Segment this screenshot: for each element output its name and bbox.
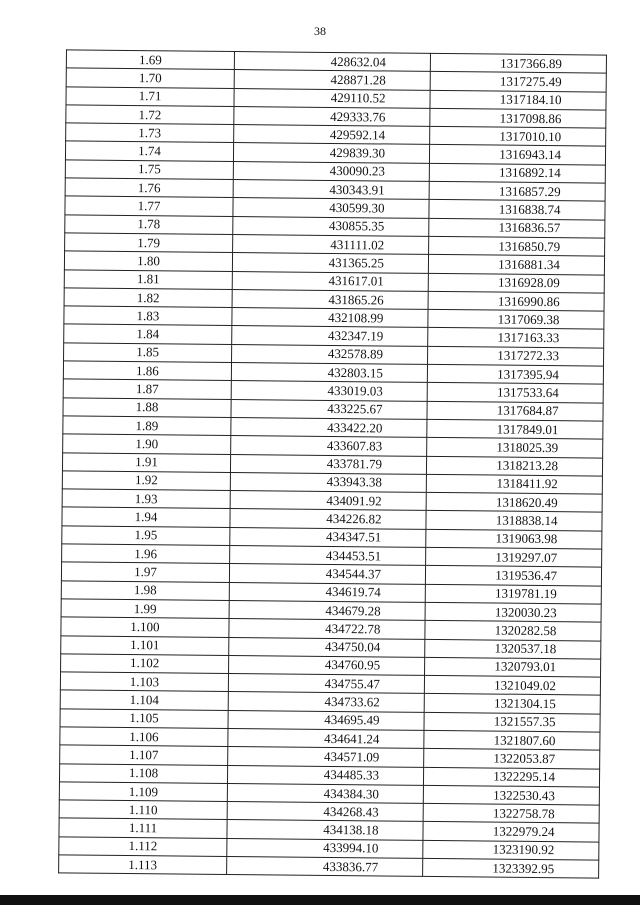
y-coordinate-cell: 1322758.78 bbox=[423, 804, 599, 824]
x-coordinate-cell: 434571.09 bbox=[228, 747, 424, 767]
point-number-cell: 1.108 bbox=[59, 763, 227, 783]
y-coordinate-cell: 1321557.35 bbox=[424, 712, 600, 732]
scan-bottom-edge bbox=[0, 895, 640, 905]
y-coordinate-cell: 1321049.02 bbox=[424, 675, 600, 695]
y-coordinate-cell: 1317684.87 bbox=[427, 401, 603, 421]
y-coordinate-cell: 1321807.60 bbox=[424, 730, 600, 750]
x-coordinate-cell: 432803.15 bbox=[231, 363, 427, 383]
y-coordinate-cell: 1319297.07 bbox=[426, 547, 602, 567]
point-number-cell: 1.98 bbox=[61, 580, 229, 600]
x-coordinate-cell: 430855.35 bbox=[233, 216, 429, 236]
point-number-cell: 1.104 bbox=[60, 690, 228, 710]
point-number-cell: 1.86 bbox=[63, 361, 231, 381]
point-number-cell: 1.80 bbox=[64, 251, 232, 271]
point-number-cell: 1.90 bbox=[63, 434, 231, 454]
y-coordinate-cell: 1322530.43 bbox=[423, 785, 599, 805]
y-coordinate-cell: 1316881.34 bbox=[428, 255, 604, 275]
x-coordinate-cell: 430090.23 bbox=[233, 161, 429, 181]
y-coordinate-cell: 1316857.29 bbox=[429, 181, 605, 201]
x-coordinate-cell: 434384.30 bbox=[227, 783, 423, 803]
y-coordinate-cell: 1319063.98 bbox=[426, 529, 602, 549]
point-number-cell: 1.87 bbox=[63, 379, 231, 399]
y-coordinate-cell: 1322295.14 bbox=[423, 767, 599, 787]
y-coordinate-cell: 1316838.74 bbox=[429, 200, 605, 220]
y-coordinate-cell: 1323190.92 bbox=[423, 840, 599, 860]
y-coordinate-cell: 1318838.14 bbox=[426, 511, 602, 531]
y-coordinate-cell: 1321304.15 bbox=[424, 694, 600, 714]
point-number-cell: 1.97 bbox=[61, 562, 229, 582]
y-coordinate-cell: 1318411.92 bbox=[426, 474, 602, 494]
x-coordinate-cell: 434679.28 bbox=[229, 600, 425, 620]
x-coordinate-cell: 431111.02 bbox=[233, 234, 429, 254]
y-coordinate-cell: 1317010.10 bbox=[430, 127, 606, 147]
x-coordinate-cell: 434138.18 bbox=[227, 820, 423, 840]
point-number-cell: 1.101 bbox=[61, 635, 229, 655]
point-number-cell: 1.84 bbox=[64, 324, 232, 344]
x-coordinate-cell: 428871.28 bbox=[234, 70, 430, 90]
x-coordinate-cell: 434619.74 bbox=[229, 582, 425, 602]
x-coordinate-cell: 432108.99 bbox=[232, 308, 428, 328]
point-number-cell: 1.106 bbox=[60, 727, 228, 747]
x-coordinate-cell: 429333.76 bbox=[234, 106, 430, 126]
y-coordinate-cell: 1317163.33 bbox=[428, 328, 604, 348]
x-coordinate-cell: 433836.77 bbox=[227, 857, 423, 877]
x-coordinate-cell: 431617.01 bbox=[232, 271, 428, 291]
point-number-cell: 1.70 bbox=[66, 68, 234, 88]
x-coordinate-cell: 434347.51 bbox=[230, 527, 426, 547]
y-coordinate-cell: 1322053.87 bbox=[424, 749, 600, 769]
y-coordinate-cell: 1319536.47 bbox=[425, 566, 601, 586]
point-number-cell: 1.103 bbox=[60, 672, 228, 692]
point-number-cell: 1.81 bbox=[64, 269, 232, 289]
point-number-cell: 1.89 bbox=[63, 416, 231, 436]
x-coordinate-cell: 434755.47 bbox=[228, 674, 424, 694]
y-coordinate-cell: 1323392.95 bbox=[423, 858, 599, 878]
point-number-cell: 1.88 bbox=[63, 398, 231, 418]
point-number-cell: 1.77 bbox=[65, 196, 233, 216]
x-coordinate-cell: 433225.67 bbox=[231, 399, 427, 419]
point-number-cell: 1.78 bbox=[65, 215, 233, 235]
x-coordinate-cell: 433019.03 bbox=[231, 381, 427, 401]
coordinates-table-wrapper bbox=[58, 49, 606, 879]
y-coordinate-cell: 1316892.14 bbox=[429, 163, 605, 183]
x-coordinate-cell: 434733.62 bbox=[228, 692, 424, 712]
point-number-cell: 1.107 bbox=[60, 745, 228, 765]
y-coordinate-cell: 1318620.49 bbox=[426, 493, 602, 513]
y-coordinate-cell: 1320282.58 bbox=[425, 621, 601, 641]
point-number-cell: 1.85 bbox=[64, 343, 232, 363]
x-coordinate-cell: 429839.30 bbox=[233, 143, 429, 163]
y-coordinate-cell: 1317098.86 bbox=[430, 108, 606, 128]
x-coordinate-cell: 434750.04 bbox=[229, 637, 425, 657]
y-coordinate-cell: 1317849.01 bbox=[427, 419, 603, 439]
x-coordinate-cell: 433994.10 bbox=[227, 838, 423, 858]
y-coordinate-cell: 1317366.89 bbox=[430, 53, 606, 73]
point-number-cell: 1.112 bbox=[59, 837, 227, 857]
table-row bbox=[59, 855, 599, 878]
point-number-cell: 1.109 bbox=[59, 782, 227, 802]
point-number-cell: 1.91 bbox=[62, 452, 230, 472]
x-coordinate-cell: 432347.19 bbox=[232, 326, 428, 346]
point-number-cell: 1.82 bbox=[64, 288, 232, 308]
x-coordinate-cell: 429110.52 bbox=[234, 88, 430, 108]
y-coordinate-cell: 1317272.33 bbox=[428, 346, 604, 366]
y-coordinate-cell: 1320537.18 bbox=[425, 639, 601, 659]
x-coordinate-cell: 431865.26 bbox=[232, 289, 428, 309]
point-number-cell: 1.111 bbox=[59, 818, 227, 838]
x-coordinate-cell: 433943.38 bbox=[230, 472, 426, 492]
x-coordinate-cell: 434226.82 bbox=[230, 509, 426, 529]
y-coordinate-cell: 1316836.57 bbox=[429, 218, 605, 238]
point-number-cell: 1.96 bbox=[62, 544, 230, 564]
y-coordinate-cell: 1316990.86 bbox=[428, 291, 604, 311]
point-number-cell: 1.92 bbox=[62, 471, 230, 491]
x-coordinate-cell: 434695.49 bbox=[228, 710, 424, 730]
x-coordinate-cell: 430343.91 bbox=[233, 180, 429, 200]
x-coordinate-cell: 433607.83 bbox=[231, 436, 427, 456]
point-number-cell: 1.110 bbox=[59, 800, 227, 820]
y-coordinate-cell: 1317275.49 bbox=[430, 72, 606, 92]
x-coordinate-cell: 434268.43 bbox=[227, 802, 423, 822]
point-number-cell: 1.72 bbox=[66, 105, 234, 125]
x-coordinate-cell: 431365.25 bbox=[232, 253, 428, 273]
x-coordinate-cell: 432578.89 bbox=[232, 344, 428, 364]
point-number-cell: 1.76 bbox=[65, 178, 233, 198]
y-coordinate-cell: 1320793.01 bbox=[425, 657, 601, 677]
point-number-cell: 1.102 bbox=[61, 654, 229, 674]
point-number-cell: 1.73 bbox=[66, 123, 234, 143]
y-coordinate-cell: 1317533.64 bbox=[427, 383, 603, 403]
point-number-cell: 1.79 bbox=[65, 233, 233, 253]
point-number-cell: 1.95 bbox=[62, 526, 230, 546]
x-coordinate-cell: 434641.24 bbox=[228, 728, 424, 748]
point-number-cell: 1.69 bbox=[66, 50, 234, 70]
y-coordinate-cell: 1317184.10 bbox=[430, 90, 606, 110]
x-coordinate-cell: 428632.04 bbox=[234, 52, 430, 72]
y-coordinate-cell: 1317395.94 bbox=[427, 364, 603, 384]
point-number-cell: 1.105 bbox=[60, 709, 228, 729]
y-coordinate-cell: 1319781.19 bbox=[425, 584, 601, 604]
x-coordinate-cell: 434453.51 bbox=[230, 546, 426, 566]
point-number-cell: 1.71 bbox=[66, 87, 234, 107]
x-coordinate-cell: 434722.78 bbox=[229, 619, 425, 639]
y-coordinate-cell: 1318213.28 bbox=[426, 456, 602, 476]
y-coordinate-cell: 1320030.23 bbox=[425, 602, 601, 622]
point-number-cell: 1.74 bbox=[65, 141, 233, 161]
y-coordinate-cell: 1316928.09 bbox=[428, 273, 604, 293]
point-number-cell: 1.93 bbox=[62, 489, 230, 509]
point-number-cell: 1.94 bbox=[62, 507, 230, 527]
x-coordinate-cell: 434544.37 bbox=[229, 564, 425, 584]
coordinates-table-body bbox=[59, 50, 607, 879]
page-number: 38 bbox=[314, 24, 326, 38]
y-coordinate-cell: 1318025.39 bbox=[427, 438, 603, 458]
x-coordinate-cell: 433422.20 bbox=[231, 417, 427, 437]
x-coordinate-cell: 434760.95 bbox=[229, 655, 425, 675]
coordinates-table bbox=[58, 49, 607, 879]
x-coordinate-cell: 430599.30 bbox=[233, 198, 429, 218]
x-coordinate-cell: 433781.79 bbox=[230, 454, 426, 474]
point-number-cell: 1.99 bbox=[61, 599, 229, 619]
point-number-cell: 1.100 bbox=[61, 617, 229, 637]
y-coordinate-cell: 1316850.79 bbox=[429, 236, 605, 256]
point-number-cell: 1.113 bbox=[59, 855, 227, 875]
y-coordinate-cell: 1316943.14 bbox=[429, 145, 605, 165]
point-number-cell: 1.83 bbox=[64, 306, 232, 326]
y-coordinate-cell: 1322979.24 bbox=[423, 822, 599, 842]
y-coordinate-cell: 1317069.38 bbox=[428, 310, 604, 330]
x-coordinate-cell: 429592.14 bbox=[234, 125, 430, 145]
x-coordinate-cell: 434485.33 bbox=[227, 765, 423, 785]
point-number-cell: 1.75 bbox=[65, 160, 233, 180]
x-coordinate-cell: 434091.92 bbox=[230, 491, 426, 511]
